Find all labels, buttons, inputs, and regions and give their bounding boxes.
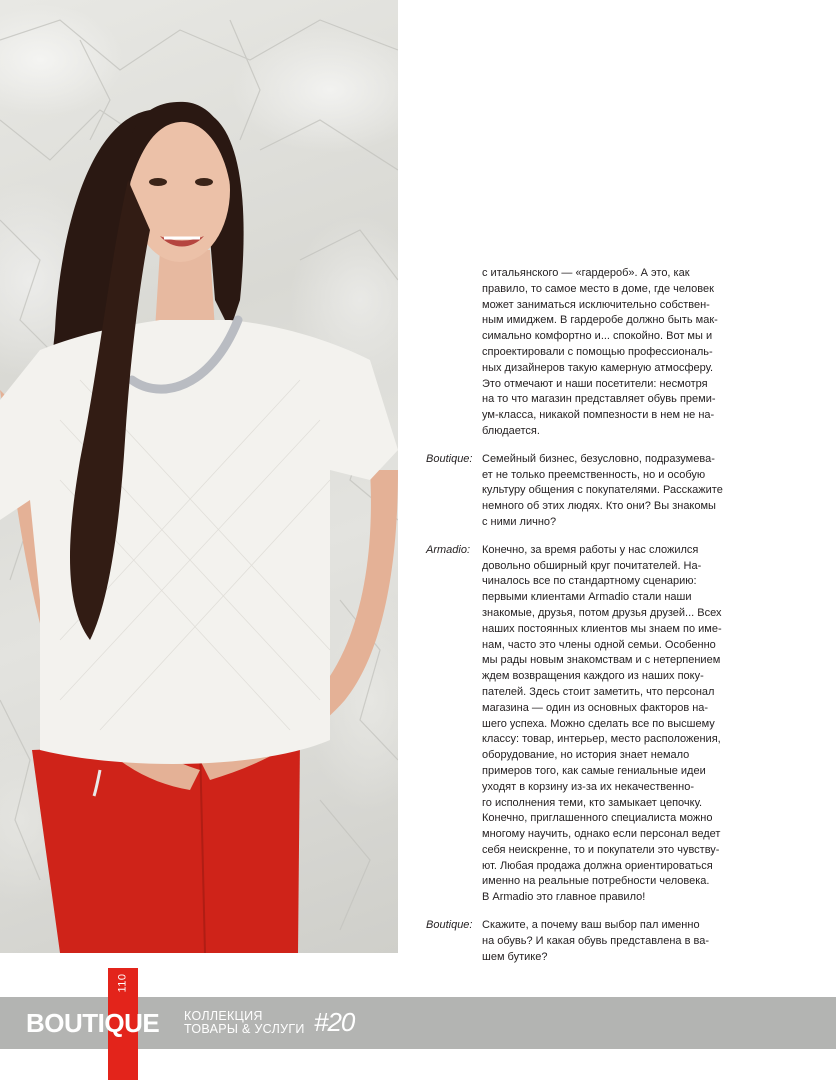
text-line: ет не только преемственность, но и особую xyxy=(482,468,706,481)
tagline-line-2: ТОВАРЫ & УСЛУГИ xyxy=(184,1022,305,1036)
text-line: Конечно, приглашенного специалиста можно xyxy=(482,812,713,825)
entry-text xyxy=(482,543,736,906)
text-line: го исполнения теми, кто замыкает цепочку. xyxy=(482,796,703,809)
text-line: на обувь? И какая обувь представлена в ва- xyxy=(482,934,709,947)
text-line: на то что магазин представляет обувь преми- xyxy=(482,393,716,406)
entry-text xyxy=(482,452,736,531)
article-body xyxy=(426,266,736,977)
text-line: нам, часто это члены одной семьи. Особенно xyxy=(482,638,716,651)
text-line: ют. Любая продажа должна ориентироваться xyxy=(482,859,713,872)
issue-number: #20 xyxy=(314,1007,355,1037)
text-line: блюдается. xyxy=(482,424,540,437)
interview-entry xyxy=(426,918,736,965)
text-line: Конечно, за время работы у нас сложился xyxy=(482,543,699,556)
text-line: с итальянского — «гардероб». А это, как xyxy=(482,267,690,279)
tagline-line-1: КОЛЛЕКЦИЯ xyxy=(184,1009,263,1023)
text-line: культуру общения с покупателями. Расскажите xyxy=(482,484,723,497)
text-line: мы рады новым знакомствам и с нетерпением xyxy=(482,654,721,667)
text-line: пателей. Здесь стоит заметить, что персонал xyxy=(482,685,715,698)
entry-text xyxy=(482,918,736,965)
text-line: с ними лично? xyxy=(482,515,557,528)
intro-paragraph xyxy=(426,266,736,440)
text-line: магазина — один из основных факторов на- xyxy=(482,701,709,714)
text-line: ум-класса, никакой помпезности в нем не на- xyxy=(482,409,715,422)
text-line: Семейный бизнес, безусловно, подразумева- xyxy=(482,452,715,465)
portrait-illustration xyxy=(0,0,398,953)
speaker-label: Boutique: xyxy=(426,919,473,932)
text-line: спроектировали с помощью профессиональ- xyxy=(482,345,713,358)
text-line: шего успеха. Можно сделать все по высшему xyxy=(482,717,715,730)
text-line: многому научить, однако если персонал ведет xyxy=(482,828,721,841)
speaker-label: Boutique: xyxy=(426,452,473,465)
text-line: шем бутике? xyxy=(482,950,548,963)
text-line: ждем возвращения каждого из наших поку- xyxy=(482,670,704,683)
page-number xyxy=(108,968,138,998)
text-line: именно на реальные потребности человека. xyxy=(482,875,710,888)
speaker-label: Armadio: xyxy=(426,543,471,556)
text-line: может заниматься исключительно собствен- xyxy=(482,298,710,311)
text-line: симально комфортно и... спокойно. Вот мы и xyxy=(482,330,713,343)
text-line: уходят в корзину из-за их некачественно- xyxy=(482,780,695,793)
text-line: довольно обширный круг почитателей. На- xyxy=(482,559,702,572)
text-line: примеров того, как самые гениальные идеи xyxy=(482,764,706,777)
text-line: правило, то самое место в доме, где человек xyxy=(482,282,714,295)
text-line: наших постоянных клиентов мы знаем по име- xyxy=(482,622,722,635)
text-line: классу: товар, интерьер, место расположения, xyxy=(482,733,721,746)
interview-list xyxy=(426,452,736,966)
portrait-photo xyxy=(0,0,398,953)
text-line: оборудование, но история знает немало xyxy=(482,749,690,762)
text-line: первыми клиентами Armadio стали наши xyxy=(482,591,692,604)
magazine-tagline xyxy=(184,1010,305,1036)
text-line: ным имиджем. В гардеробе должно быть мак- xyxy=(482,314,718,327)
interview-entry xyxy=(426,452,736,531)
text-line: ных дизайнеров такую камерную атмосферу. xyxy=(482,361,714,374)
interview-entry xyxy=(426,543,736,906)
text-line: немного об этих людях. Кто они? Вы знакомы xyxy=(482,500,716,513)
text-line: В Armadio это главное правило! xyxy=(482,891,646,904)
text-line: знакомые, друзья, потом друзья друзей... Всех xyxy=(482,606,722,619)
page-number-label: 110 xyxy=(116,973,129,993)
text-line: Скажите, а почему ваш выбор пал именно xyxy=(482,919,700,932)
boutique-logo: BOUTIQUE xyxy=(26,1008,160,1038)
text-line: чиналось все по стандартному сценарию: xyxy=(482,575,697,588)
text-line: себя неискренне, то и покупатели это чувству- xyxy=(482,843,720,856)
text-line: Это отмечают и наши посетители: несмотря xyxy=(482,377,708,390)
